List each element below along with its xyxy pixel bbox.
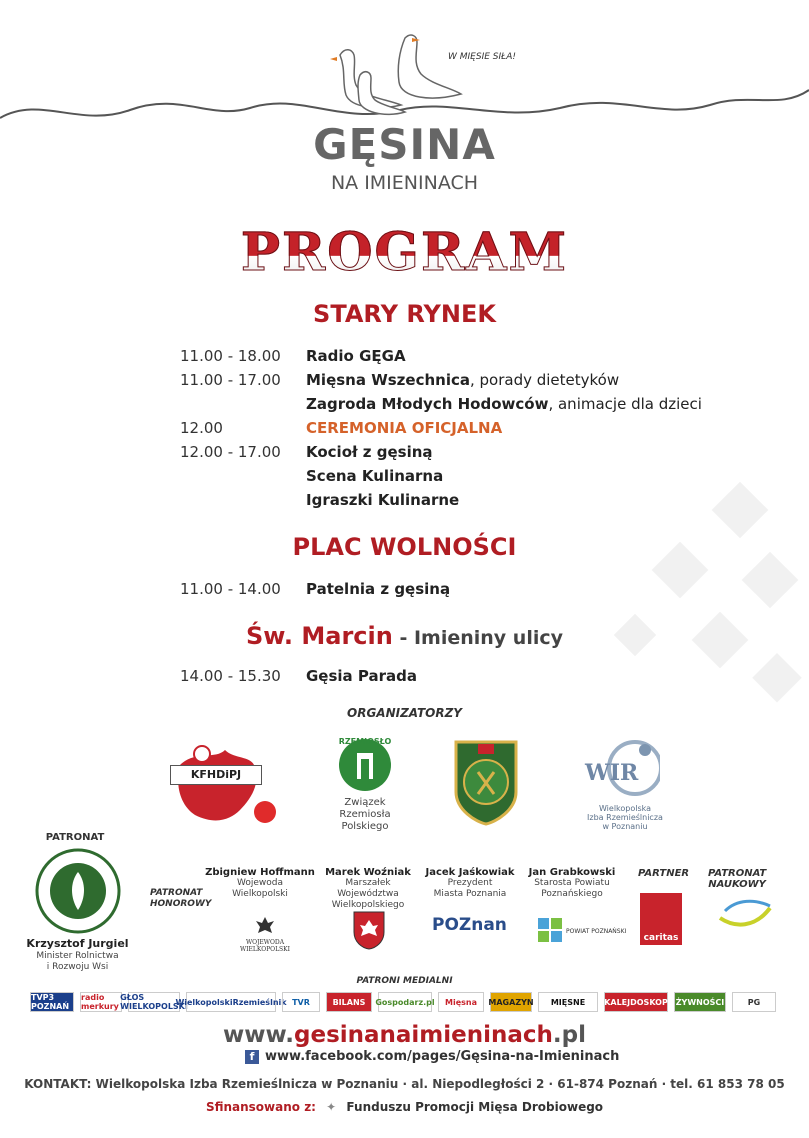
rzemioslo-logo — [330, 735, 400, 833]
row-time: 11.00 - 18.00 — [180, 347, 281, 365]
honorary-patron — [420, 867, 520, 900]
patronat-role: Minister Rolnictwa i Rozwoju Wsi — [36, 951, 119, 972]
honorowy-label: PATRONAT HONOROWY — [150, 888, 212, 909]
miesna-logo: Mięsna — [438, 992, 484, 1012]
row-event: Radio GĘGA — [306, 347, 406, 365]
section-title-plac-wolnosci: PLAC WOLNOŚCI — [292, 533, 517, 561]
website-link[interactable] — [0, 1022, 809, 1048]
university-logo-icon — [715, 893, 775, 933]
row-event: Gęsia Parada — [306, 667, 417, 685]
financing-line — [0, 1100, 809, 1114]
powiat-logo — [538, 918, 626, 944]
pg-logo: PG — [732, 992, 776, 1012]
magazyn-logo: MAGAZYN — [490, 992, 532, 1012]
ministry-seal-icon — [35, 848, 121, 934]
wojewoda-logo — [220, 915, 310, 953]
honorary-name: Marek Woźniak — [325, 867, 411, 878]
geese-illustration — [320, 30, 470, 120]
wielkopolska-coat-of-arms-icon — [352, 910, 386, 950]
facebook-icon: f — [245, 1050, 259, 1064]
tvr-logo: TVR — [282, 992, 320, 1012]
organizers-label: ORGANIZATORZY — [347, 706, 462, 720]
media-logos — [30, 992, 780, 1012]
media-label: PATRONI MEDIALNI — [356, 976, 453, 986]
row-event: Patelnia z gęsiną — [306, 580, 451, 598]
contact-line: KONTAKT: Wielkopolska Izba Rzemieślnicza w Poznaniu · al. Niepodległości 2 · 61-874 Poznań · tel. 61 853 78 05 — [24, 1077, 785, 1091]
brand-title: GĘSINA — [313, 120, 496, 169]
row-event: Kocioł z gęsiną — [306, 443, 433, 461]
rzemioslo-arc-text: RZEMIOSŁO — [338, 737, 392, 746]
row-event: CEREMONIA OFICJALNA — [306, 419, 503, 437]
section-title-sw-marcin — [0, 622, 809, 650]
row-event-detail: , porady dietetyków — [469, 371, 620, 389]
naukowy-label: PATRONAT NAUKOWY — [708, 868, 767, 890]
brand-subtitle: NA IMIENINACH — [330, 172, 479, 194]
cech-emblem-icon — [450, 738, 522, 826]
chicken-small-icon: ✦ — [326, 1100, 337, 1114]
caritas-logo-text: caritas — [643, 933, 679, 943]
tvp3-logo: TVP3 POZNAŃ — [30, 992, 74, 1012]
section-title-stary-rynek: STARY RYNEK — [313, 300, 496, 328]
wir-letters: WIR — [585, 760, 639, 786]
rzemioslo-name: Związek Rzemiosła Polskiego — [339, 797, 391, 832]
website-domain: gesinanaimieninach — [294, 1022, 553, 1048]
website-post: .pl — [552, 1022, 587, 1048]
honorary-patron — [318, 867, 418, 911]
miesne-logo: MIĘSNE — [538, 992, 598, 1012]
kalejdoskop-logo: KALEJDOSKOP — [604, 992, 668, 1012]
row-event-detail: , animacje dla dzieci — [548, 395, 702, 413]
patronat-person: Krzysztof Jurgiel — [26, 937, 129, 950]
kfhdipj-logo — [160, 740, 280, 830]
honorary-role: Wojewoda Wielkopolski — [232, 878, 288, 899]
row-time: 11.00 - 14.00 — [180, 580, 281, 598]
honorary-name: Jacek Jaśkowiak — [425, 867, 515, 878]
financed-source: Funduszu Promocji Mięsa Drobiowego — [346, 1100, 604, 1114]
rzemieslnik-logo: WielkopolskiRzemieślnik — [186, 992, 276, 1012]
honorary-name: Jan Grabkowski — [528, 867, 616, 878]
facebook-url: www.facebook.com/pages/Gęsina-na-Imieninach — [265, 1049, 620, 1064]
caritas-logo — [640, 893, 682, 945]
honorary-name: Zbigniew Hoffmann — [205, 867, 315, 878]
bilans-logo: BILANS — [326, 992, 372, 1012]
honorary-patron — [205, 867, 315, 900]
eagle-icon — [255, 915, 275, 935]
chicken-icon — [160, 740, 280, 830]
wojewoda-logo-text: WOJEWODA WIELKOPOLSKI — [239, 939, 291, 953]
glos-logo: GŁOS WIELKOPOLSKI — [120, 993, 188, 1011]
gospodarz-logo: Gospodarz.pl — [378, 992, 432, 1012]
row-time: 12.00 — [180, 419, 223, 437]
row-time: 11.00 - 17.00 — [180, 371, 281, 389]
section-title-rest: - Imieniny ulicy — [392, 627, 563, 649]
honorary-role: Marszałek Województwa Wielkopolskiego — [331, 878, 405, 910]
website-pre: www. — [222, 1022, 294, 1048]
partner-label: PARTNER — [638, 868, 690, 879]
slogan-text: W MIĘSIE SIŁA! — [448, 52, 516, 62]
patronat-label: PATRONAT — [45, 832, 105, 843]
facebook-link[interactable] — [245, 1049, 619, 1064]
row-time: 14.00 - 15.30 — [180, 667, 281, 685]
poznan-logo: POZnan — [432, 915, 507, 935]
row-event: Scena Kulinarna — [306, 467, 444, 485]
row-time: 12.00 - 17.00 — [180, 443, 281, 461]
kfhdipj-label: KFHDiPJ — [170, 765, 262, 785]
program-title: PROGRAM — [0, 222, 809, 283]
honorary-role: Prezydent Miasta Poznania — [433, 878, 507, 899]
row-event: Mięsna Wszechnica — [306, 371, 470, 389]
radio-merkury-logo: radio merkury — [80, 992, 122, 1012]
honorary-patron — [522, 867, 622, 900]
wir-name: Wielkopolska Izba Rzemieślnicza w Poznaniu — [587, 804, 663, 831]
row-event: Igraszki Kulinarne — [306, 491, 460, 509]
powiat-logo-text: POWIAT POZNAŃSKI — [566, 927, 627, 935]
zywnosci-logo: ŻYWNOŚCI — [674, 992, 726, 1012]
wir-logo — [575, 738, 675, 831]
financed-label: Sfinansowano z: — [205, 1100, 316, 1114]
section-title-main: Św. Marcin — [245, 622, 393, 650]
honorary-role: Starosta Powiatu Poznańskiego — [534, 878, 610, 899]
powiat-squares-icon — [538, 918, 564, 944]
row-event: Zagroda Młodych Hodowców — [306, 395, 549, 413]
